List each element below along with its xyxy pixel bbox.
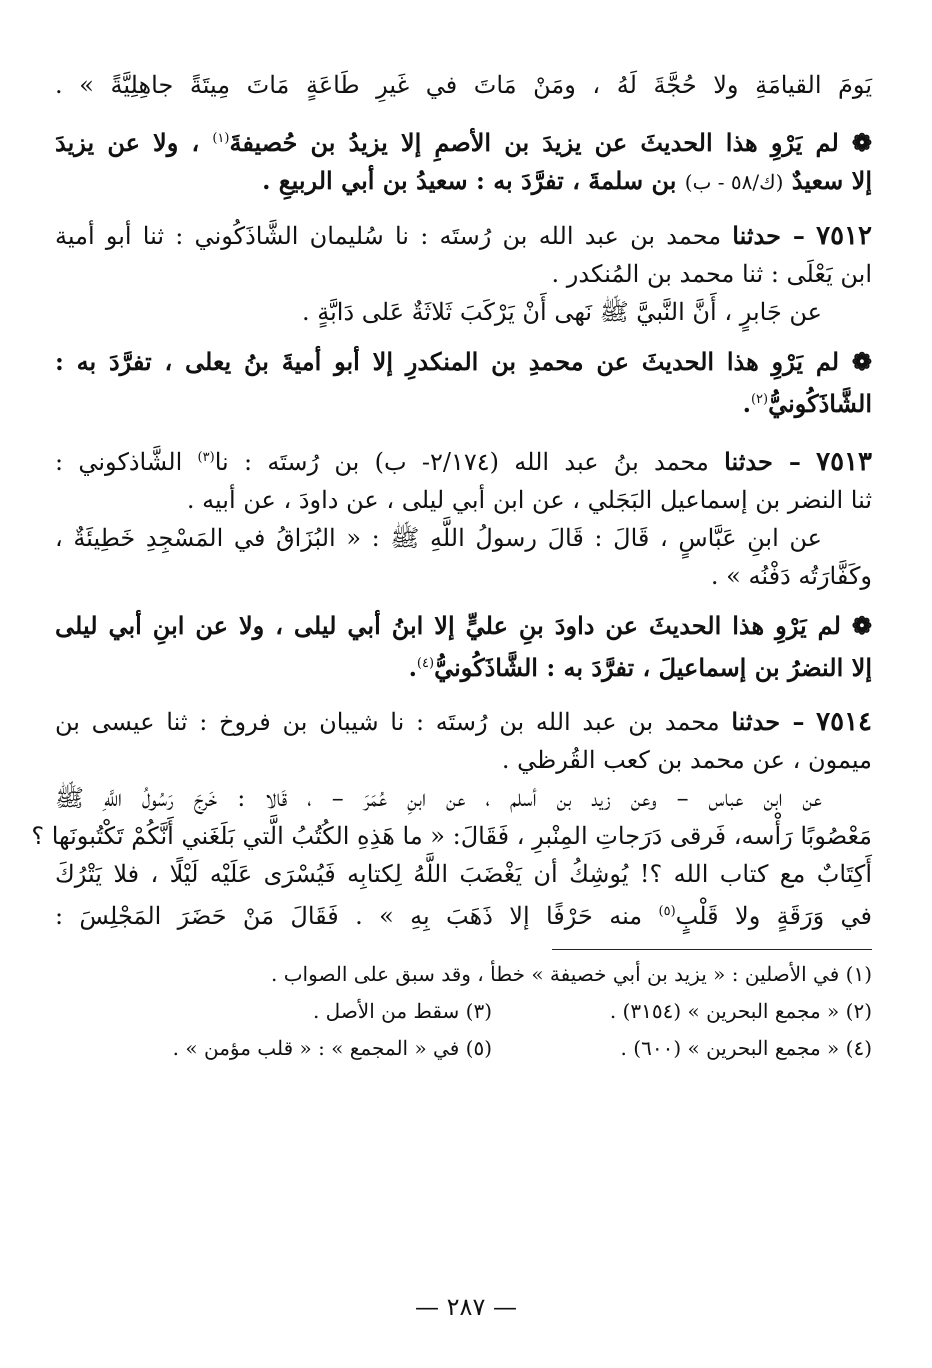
hadith-header-line [55,703,872,741]
isnad-text: الشَّاذكوني : [55,448,183,476]
hadith-number: ٧٥١٣ [816,447,872,477]
line-part: في وَرَقَةٍ ولا قَلْبٍ [675,902,872,930]
commentary-line: ❁ لم يَرْوِ هذا الحديثَ عن داودَ بنِ عليٍّ إلا ابنُ أبي ليلى ، ولا عن ابنِ أبي ليلى [55,611,872,640]
matn-line: عن ابنِ عَبَّاسٍ ، قَالَ : قَالَ رسولُ اللَّهِ ﷺ : « البُزَاقُ في المَسْجِدِ خَطِيئَةٌ ، [55,524,822,552]
text-line: ابن يَعْلَى : ثنا محمد بن المُنكدر . [551,260,872,288]
line-part: إلا سعيدٌ [791,166,872,195]
footnote-ref: (١) [212,131,230,146]
footnote-ref: (٣) [197,450,215,465]
hadith-keyword: – حدثنا [724,447,801,476]
line-part: . [742,389,751,418]
isnad-text: محمد بن عبد الله بن رُستَه : نا سُليمان الشَّاذَكُوني : ثنا أبو أمية [55,222,722,250]
footnote-2: (٢) « مجمع البحرين » (٣١٥٤) . [609,999,872,1023]
line-part: . [408,653,417,682]
commentary-line [55,120,872,162]
line-part: بن سلمةَ ، تفرَّدَ به : سعيدُ بن أبي الربيعِ . [262,166,677,195]
commentary-line [55,381,872,423]
footnote-1: (١) في الأصلين : « يزيد بن أبي خصيفة » خطأ ، وقد سبق على الصواب . [271,962,872,986]
footnote-row [55,993,872,1030]
line-part: إلا النضرُ بن إسماعيلَ ، تفرَّدَ به : الشَّاذَكُونيُّ [434,653,872,682]
commentary-line [55,162,872,201]
manuscript-ref: (ك/٥٨ - ب) [684,170,784,194]
hadith-keyword: – حدثنا [731,707,805,736]
line-part: ❁ لم يَرْوِ هذا الحديثَ عن يزيدَ بن الأصمِ إلا يزيدُ بن حُصيفةَ [229,128,872,157]
footnote-5: (٥) في « المجمع » : « قلب مؤمن » . [172,1036,492,1060]
text-line: ميمون ، عن محمد بن كعب القُرظي . [501,746,872,774]
line-part: ، ولا عن يزيدَ [55,128,200,157]
footnote-ref: (٢) [750,392,769,407]
matn-line [55,893,872,935]
matn-line: عن جَابرٍ ، أَنَّ النَّبيَّ ﷺ نَهى أَنْ يَرْكَبَ ثَلاثَةٌ عَلى دَابَّةٍ . [301,298,822,326]
footnote-ref: (٥) [658,904,676,919]
hadith-number: ٧٥١٤ [816,707,872,737]
commentary-line [55,645,872,687]
text-line: ثنا النضر بن إسماعيل البَجَلي ، عن ابن أبي ليلى ، عن داودَ ، عن أبيه . [186,486,872,514]
matn-line: عن ابن عباس – وعن زيد بن أسلم ، عن ابنِ عُمَرَ – ، قَالا : خَرجَ رَسُولُ اللَّهِ ﷺ [55,784,822,812]
line-part: الشَّاذَكُونيُّ [768,389,872,418]
footnote-row [55,1030,872,1067]
footnote-ref: (٤) [416,656,435,671]
isnad-text: محمد بنُ عبد الله (٢/١٧٤- ب) بن رُستَه : نا [214,448,709,476]
isnad-text: محمد بن عبد الله بن رُستَه : نا شيبان بن فروخ : ثنا عيسى بن [55,708,720,736]
page-number: — ٢٨٧ — [415,1293,517,1321]
hadith-keyword: – حدثنا [732,221,805,250]
footnote-3: (٣) سقط من الأصل . [312,999,492,1023]
text-line: يَومَ القيامَةِ ولا حُجَّةَ لَهُ ، ومَنْ مَاتَ في غَيرِ طَاعَةٍ مَاتَ مِيتَةً جاهِلِيَّةً » . [55,71,872,99]
hadith-header-line [55,217,872,255]
line-part: منه حَرْفًا إلا ذَهَبَ بِهِ » . فَقَالَ مَنْ حَضَرَ المَجْلِسَ : [55,902,643,930]
matn-line: مَعْصُوبًا رَأْسه، فَرقى دَرَجاتِ المِنْبرِ ، فَقَالَ: « ما هَذِهِ الكُتُبُ الَّتي بَلَغَني أَنَّكُمْ تَكْتُبونَها ؟ [31,822,872,850]
hadith-number: ٧٥١٢ [816,221,872,251]
matn-line: وكَفَّارَتُه دَفْنُه » . [710,562,872,590]
commentary-line: ❁ لم يَرْوِ هذا الحديثَ عن محمدِ بن المنكدرِ إلا أبو أميةَ بنُ يعلى ، تفرَّدَ به : [55,347,872,376]
footnote-4: (٤) « مجمع البحرين » (٦٠٠) . [620,1036,872,1060]
hadith-header-line [55,439,872,481]
footnote-separator [552,949,872,950]
matn-line: أَكِتَابٌ مع كتاب الله ؟! يُوشِكُ أن يَغْضَبَ اللَّهُ لِكتابِه فَيُسْرَى عَلَيْه لَيْلًا ، فلا يَتْرُكَ [55,860,872,888]
